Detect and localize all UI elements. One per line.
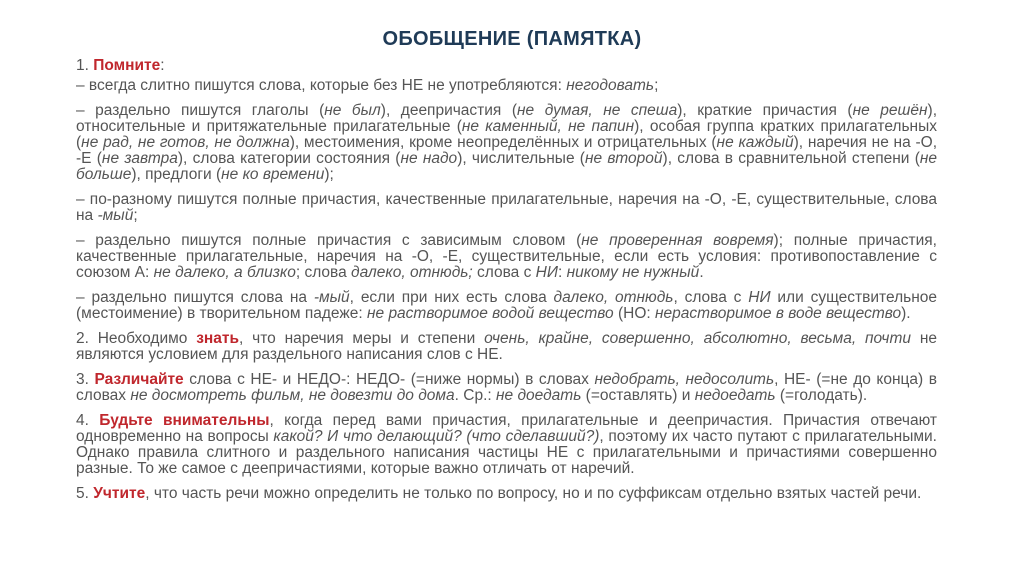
- text-run: 1.: [76, 57, 94, 74]
- text-run: ), слова категории состояния (: [177, 150, 401, 167]
- text-run: :: [557, 264, 567, 281]
- text-run: не являются условием для раздельного написания слов с НЕ.: [76, 330, 937, 363]
- text-run: (=голодать).: [775, 387, 868, 404]
- text-run: ), относительные и притяжательные прилагательные (: [76, 102, 937, 135]
- highlight-text: Учтите: [93, 485, 146, 502]
- text-run: 4.: [76, 412, 100, 429]
- text-run: ), слова в сравнительной степени (: [662, 150, 920, 167]
- memo-paragraph: [76, 290, 937, 322]
- page-title: ОБОБЩЕНИЕ (ПАМЯТКА): [382, 28, 642, 50]
- text-run: – по-разному пишутся полные причастия, качественные прилагательные, наречия на -О, -Е, существительные, слова на: [76, 191, 937, 224]
- example-text: негодовать: [566, 77, 655, 94]
- text-run: 5.: [76, 485, 94, 502]
- text-run: , когда перед вами причастия, прилагательные и деепричастия. Причастия отвечают одновременно на вопросы: [76, 412, 937, 445]
- example-text: не был: [324, 102, 381, 119]
- text-run: ), предлоги (: [131, 166, 222, 183]
- example-text: не больше: [76, 150, 938, 183]
- text-run: или существительное (местоимение) в творительном падеже:: [76, 289, 937, 322]
- highlight-text: Помните: [93, 57, 161, 74]
- example-text: недоедать: [694, 387, 776, 404]
- example-text: не надо: [400, 150, 458, 167]
- example-text: какой? И что делающий? (что сделавший?): [273, 428, 600, 445]
- example-text: НИ: [748, 289, 771, 306]
- text-run: – раздельно пишутся полные причастия с зависимым словом (: [76, 232, 582, 249]
- memo-paragraph: [76, 486, 937, 502]
- text-run: ), деепричастия (: [380, 102, 518, 119]
- text-run: );: [324, 166, 334, 183]
- text-run: ), наречия не на -О, -Е (: [76, 134, 938, 167]
- example-text: НИ: [535, 264, 558, 281]
- example-text: -мый: [313, 289, 350, 306]
- example-text: не рад, не готов, не должна: [81, 134, 290, 151]
- text-run: ); полные причастия, качественные прилагательные, наречия на -О, -Е, существительные, если есть условия: противопоставление с союзом А:: [76, 232, 937, 281]
- example-text: не думая, не спеша: [517, 102, 678, 119]
- text-run: . Ср.:: [454, 387, 497, 404]
- text-run: , если при них есть слова: [349, 289, 554, 306]
- memo-paragraph: [76, 192, 937, 224]
- example-text: далеко, отнюдь;: [351, 264, 473, 281]
- text-run: ).: [901, 305, 911, 322]
- example-text: не ко времени: [221, 166, 325, 183]
- text-run: ), краткие причастия (: [677, 102, 853, 119]
- example-text: не далеко, а близко: [153, 264, 296, 281]
- example-text: -мый: [97, 207, 134, 224]
- example-text: далеко, отнюдь: [553, 289, 674, 306]
- example-text: не завтра: [101, 150, 178, 167]
- text-run: , поэтому их часто путают с прилагательными. Однако правила слитного и раздельного написания частицы НЕ с прилагательными и причастиями совершенно разные. То же самое с деепричастиями, которые важно отличать от наречий.: [76, 428, 937, 477]
- text-run: – раздельно пишутся слова на: [76, 289, 314, 306]
- example-text: не досмотреть фильм, не довезти до дома: [130, 387, 455, 404]
- example-text: очень, крайне, совершенно, абсолютно, весьма, почти: [484, 330, 911, 347]
- text-run: , что часть речи можно определить не только по вопросу, но и по суффиксам отдельно взятых частей речи.: [145, 485, 922, 502]
- text-run: ; слова: [295, 264, 352, 281]
- example-text: не каменный, не папин: [461, 118, 635, 135]
- text-run: , слова с: [673, 289, 749, 306]
- text-run: слова с: [472, 264, 536, 281]
- text-run: :: [160, 57, 165, 74]
- text-run: .: [699, 264, 704, 281]
- text-run: ;: [133, 207, 138, 224]
- highlight-text: Будьте внимательны: [99, 412, 270, 429]
- text-run: (=оставлять) и: [581, 387, 695, 404]
- text-run: (НО:: [613, 305, 655, 322]
- memo-paragraph: [76, 58, 937, 74]
- text-run: – раздельно пишутся глаголы (: [76, 102, 325, 119]
- memo-paragraph: [76, 78, 937, 94]
- text-run: , что наречия меры и степени: [239, 330, 485, 347]
- text-run: ), числительные (: [457, 150, 585, 167]
- text-run: – всегда слитно пишутся слова, которые без НЕ не употребляются:: [76, 77, 567, 94]
- text-run: ;: [654, 77, 659, 94]
- example-text: никому не нужный: [566, 264, 700, 281]
- memo-paragraph: [76, 233, 937, 281]
- text-run: слова с НЕ- и НЕДО-: НЕДО- (=ниже нормы) в словах: [183, 371, 595, 388]
- text-run: ), особая группа кратких прилагательных (: [76, 118, 938, 151]
- memo-body: [76, 58, 937, 511]
- highlight-text: знать: [196, 330, 240, 347]
- text-run: 3.: [76, 371, 95, 388]
- example-text: недобрать, недосолить: [594, 371, 775, 388]
- example-text: не второй: [584, 150, 663, 167]
- highlight-text: Различайте: [94, 371, 184, 388]
- memo-paragraph: [76, 331, 937, 363]
- text-run: , НЕ- (=не до конца) в словах: [76, 371, 938, 404]
- example-text: не проверенная вовремя: [581, 232, 774, 249]
- example-text: нерастворимое в воде вещество: [655, 305, 902, 322]
- text-run: ), местоимения, кроме неопределённых и отрицательных (: [289, 134, 717, 151]
- example-text: не каждый: [716, 134, 794, 151]
- example-text: не растворимое водой вещество: [366, 305, 614, 322]
- memo-paragraph: [76, 372, 937, 404]
- text-run: 2. Необходимо: [76, 330, 197, 347]
- example-text: не доедать: [496, 387, 582, 404]
- example-text: не решён: [852, 102, 928, 119]
- memo-paragraph: [76, 413, 937, 477]
- memo-paragraph: [76, 103, 937, 183]
